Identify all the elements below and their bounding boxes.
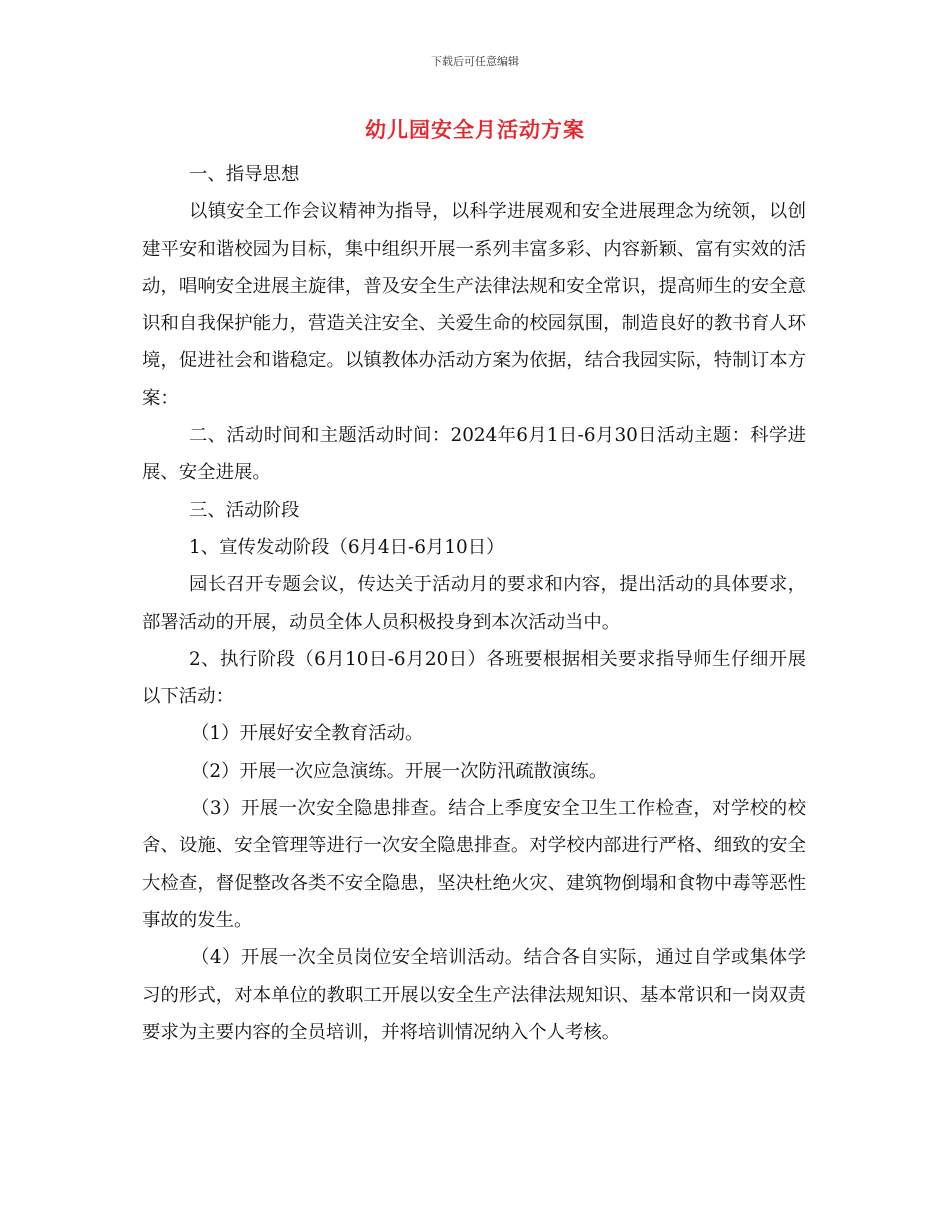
paragraph-execution-stage: 2、执行阶段（6月10日-6月20日）各班要根据相关要求指导师生仔细开展以下活动： bbox=[142, 648, 806, 708]
list-item-2: （2）开展一次应急演练。开展一次防汛疏散演练。 bbox=[191, 760, 608, 782]
stage-heading-publicity: 1、宣传发动阶段（6月4日-6月10日） bbox=[189, 536, 505, 558]
list-item-3: （3）开展一次安全隐患排查。结合上季度安全卫生工作检查，对学校的校舍、设施、安全管理等进行一次安全隐患排查。对学校内部进行严格、细致的安全大检查，督促整改各类不安全隐患，坚决杜绝火灾、建筑物倒塌和食物中毒等恶性事故的发生。 bbox=[142, 798, 806, 931]
section-heading-activity-stages: 三、活动阶段 bbox=[189, 499, 300, 521]
paragraph-publicity: 园长召开专题会议，传达关于活动月的要求和内容，提出活动的具体要求，部署活动的开展，动员全体人员积极投身到本次活动当中。 bbox=[142, 574, 806, 633]
paragraph-guiding-ideology: 以镇安全工作会议精神为指导，以科学进展观和安全进展理念为统领，以创建平安和谐校园为目标，集中组织开展一系列丰富多彩、内容新颖、富有实效的活动，唱响安全进展主旋律，普及安全生产法律法规和安全常识，提高师生的安全意识和自我保护能力，营造关注安全、关爱生命的校园氛围，制造良好的教书育人环境，促进社会和谐稳定。以镇教体办活动方案为依据，结合我园实际，特制订本方案： bbox=[142, 201, 806, 409]
paragraph-activity-time-theme: 二、活动时间和主题活动时间：2024年6月1日-6月30日活动主题：科学进展、安全进展。 bbox=[142, 425, 806, 484]
page-header-note: 下载后可任意编辑 bbox=[431, 55, 519, 68]
section-heading-guiding-ideology: 一、指导思想 bbox=[189, 164, 300, 185]
list-item-1: （1）开展好安全教育活动。 bbox=[191, 723, 424, 745]
document-body bbox=[142, 156, 806, 1051]
list-item-4: （4）开展一次全员岗位安全培训活动。结合各自实际，通过自学或集体学习的形式，对本单位的教职工开展以安全生产法律法规知识、基本常识和一岗双责要求为主要内容的全员培训，并将培训情况纳入个人考核。 bbox=[142, 947, 806, 1043]
document-title: 幼儿园安全月活动方案 bbox=[365, 118, 585, 142]
